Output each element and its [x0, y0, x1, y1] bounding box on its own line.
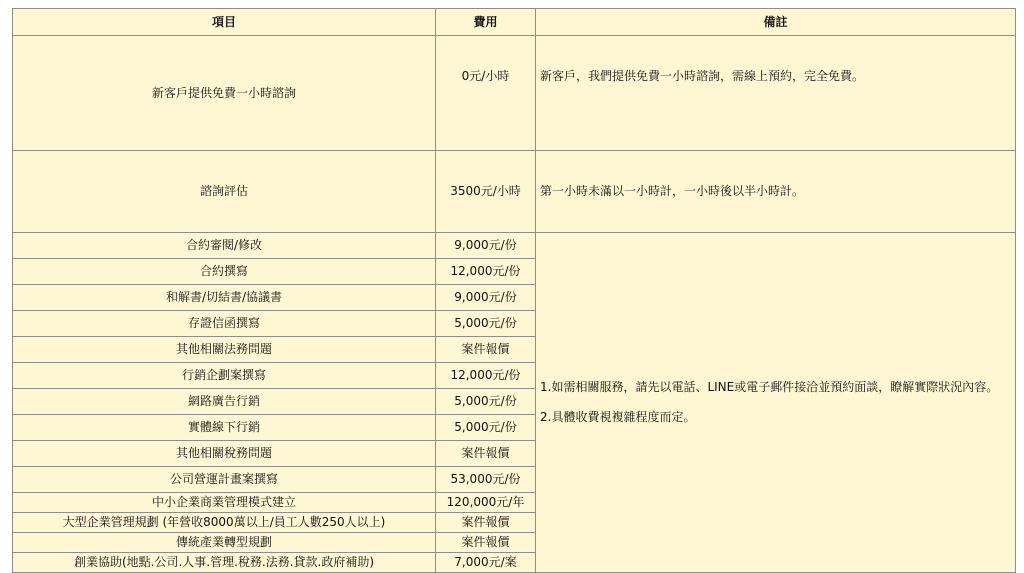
- row-item: 傳統產業轉型規劃: [13, 533, 436, 553]
- row-fee: 5,000元/份: [436, 389, 536, 415]
- row-fee: 9,000元/份: [436, 233, 536, 259]
- header-fee: 費用: [436, 9, 536, 36]
- table-row: [13, 36, 1016, 151]
- header-item: 項目: [13, 9, 436, 36]
- row-fee: 53,000元/份: [436, 467, 536, 493]
- row-item: 其他相關稅務問題: [13, 441, 436, 467]
- header-note: 備註: [536, 9, 1016, 36]
- row-fee: 0元/小時: [436, 36, 536, 151]
- shared-note-cell: [536, 233, 1016, 573]
- row-item: 公司營運計畫案撰寫: [13, 467, 436, 493]
- row-fee: 案件報價: [436, 441, 536, 467]
- row-fee: 案件報價: [436, 337, 536, 363]
- header-row: [13, 9, 1016, 36]
- row-fee: 5,000元/份: [436, 311, 536, 337]
- shared-note-line-2: 2.具體收費視複雜程度而定。: [540, 410, 696, 424]
- row-item: 實體線下行銷: [13, 415, 436, 441]
- row-fee: 12,000元/份: [436, 259, 536, 285]
- row-fee: 案件報價: [436, 513, 536, 533]
- row-item: 中小企業商業管理模式建立: [13, 493, 436, 513]
- row-fee: 9,000元/份: [436, 285, 536, 311]
- row-item: 行銷企劃案撰寫: [13, 363, 436, 389]
- row-note: 新客戶，我們提供免費一小時諮詢，需線上預約，完全免費。: [536, 36, 1016, 151]
- row-item: 大型企業管理規劃 (年營收8000萬以上/員工人數250人以上): [13, 513, 436, 533]
- row-item: 合約審閱/修改: [13, 233, 436, 259]
- row-item: 諮詢評估: [13, 151, 436, 233]
- row-item: 網路廣告行銷: [13, 389, 436, 415]
- table-row: [13, 233, 1016, 259]
- row-item: 創業協助(地點.公司.人事.管理.稅務.法務.貸款.政府補助): [13, 553, 436, 573]
- row-item: 存證信函撰寫: [13, 311, 436, 337]
- row-note: 第一小時未滿以一小時計，一小時後以半小時計。: [536, 151, 1016, 233]
- row-item: 和解書/切結書/協議書: [13, 285, 436, 311]
- row-item: 其他相關法務問題: [13, 337, 436, 363]
- row-fee: 案件報價: [436, 533, 536, 553]
- table-row: [13, 151, 1016, 233]
- row-fee: 7,000元/案: [436, 553, 536, 573]
- shared-note-line-1: 1.如需相關服務，請先以電話、LINE或電子郵件接洽並預約面談，瞭解實際狀況內容。: [540, 380, 999, 394]
- row-fee: 5,000元/份: [436, 415, 536, 441]
- row-fee: 12,000元/份: [436, 363, 536, 389]
- row-item: 合約撰寫: [13, 259, 436, 285]
- row-fee: 3500元/小時: [436, 151, 536, 233]
- row-item: 新客戶提供免費一小時諮詢: [13, 36, 436, 151]
- fee-table: [12, 8, 1016, 573]
- row-fee: 120,000元/年: [436, 493, 536, 513]
